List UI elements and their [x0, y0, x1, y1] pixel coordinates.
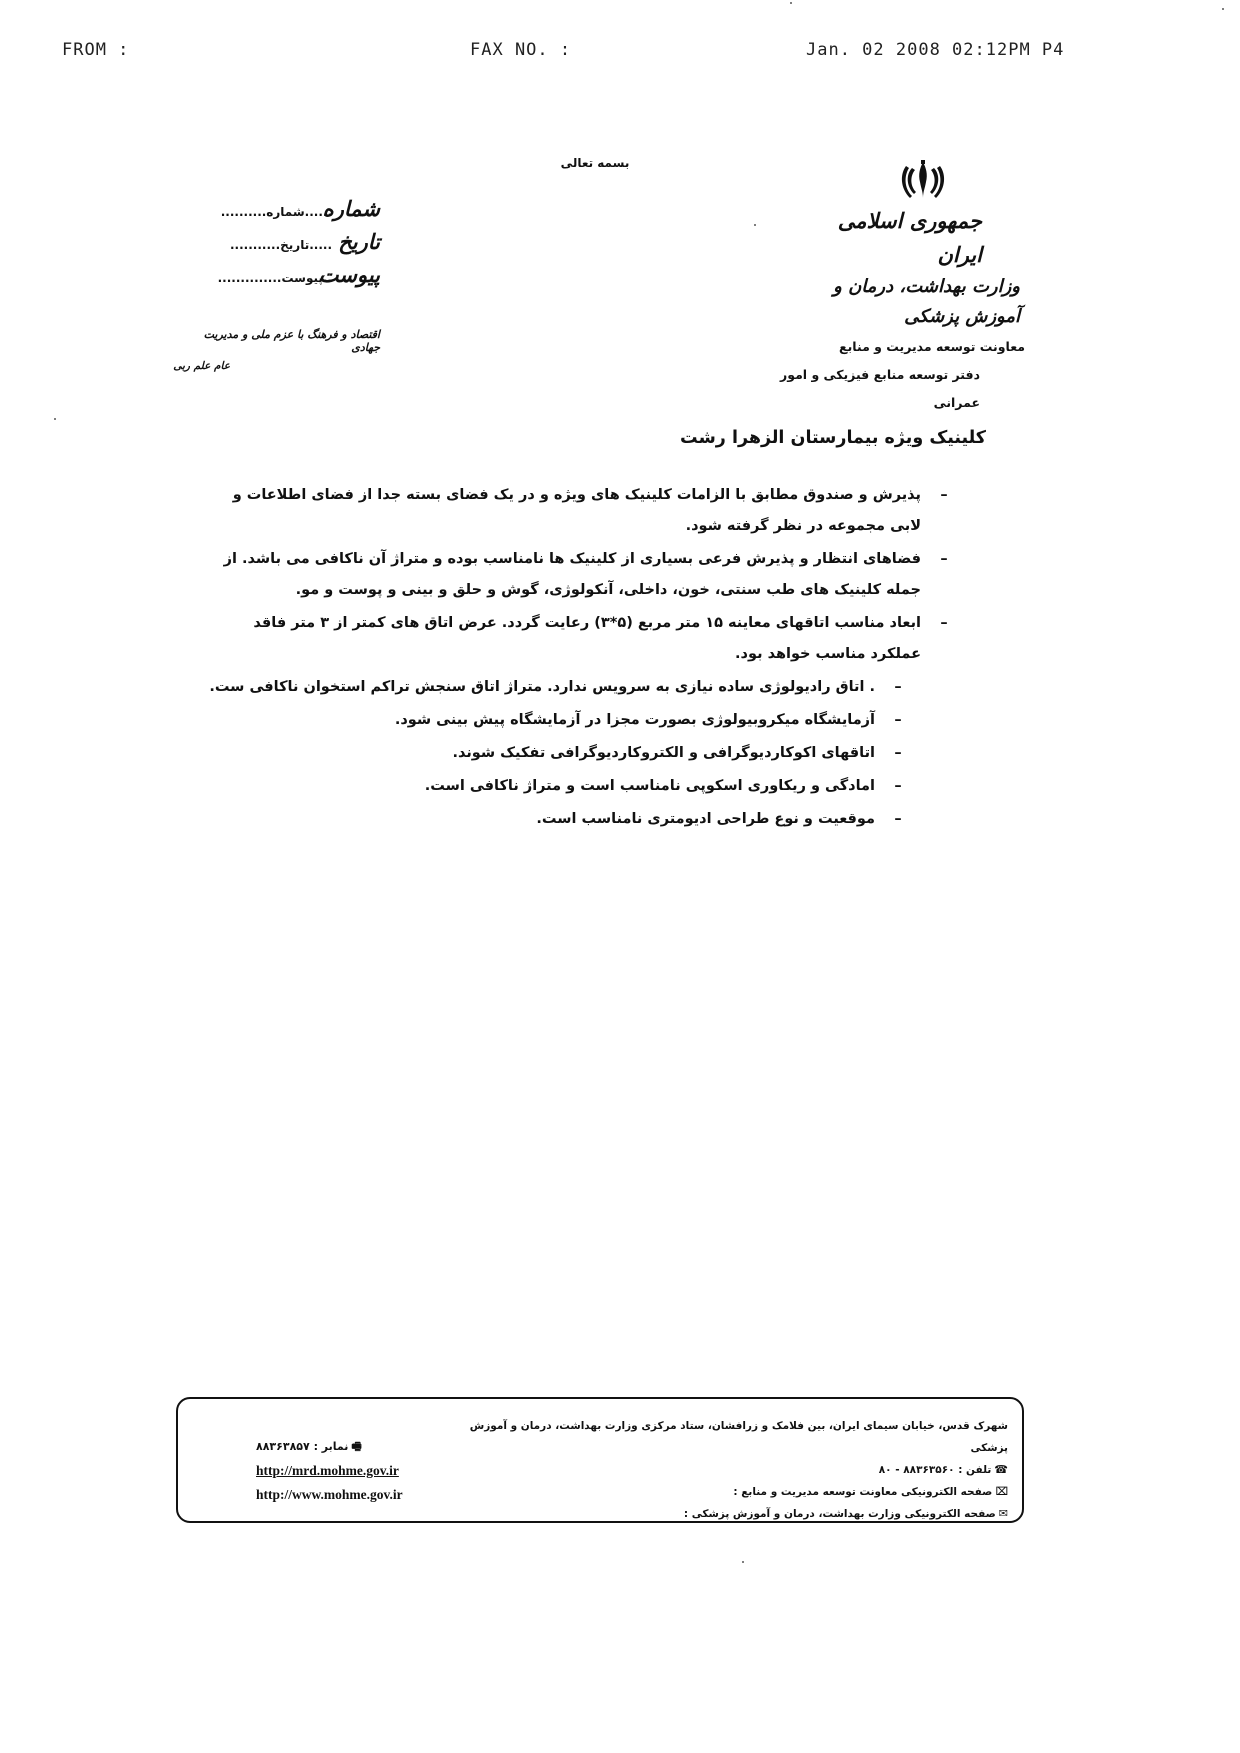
- ministry-url-link[interactable]: http://www.mohme.gov.ir: [256, 1487, 403, 1502]
- footer-deputy-web-row: [468, 1481, 1008, 1503]
- registry-attachment-row: [170, 262, 380, 295]
- registry-date-row: [170, 229, 380, 262]
- office-title: دفتر توسعه منابع فیزیکی و امور عمرانی: [780, 367, 980, 410]
- list-item-text: ابعاد مناسب اتاقهای معاینه ۱۵ متر مربع (۵*۳) رعایت گردد. عرض اتاق های کمتر از ۳ متر فاقد عملکرد مناسب خواهد بود.: [253, 615, 921, 662]
- list-item-text: فضاهای انتظار و پذیرش فرعی بسیاری از کلینیک ها نامناسب بوده و متراژ آن ناکافی می باشد. از جمله کلینیک های طب سنتی، خون، داخلی، آنکولوژی، گوش و حلق و بینی و پوست و مو.: [223, 551, 921, 598]
- subtitle-note: عام علم ربی: [173, 360, 230, 372]
- basmala: بسمه تعالی: [560, 156, 630, 170]
- ministry-title: وزارت بهداشت، درمان و آموزش پزشکی: [833, 276, 1020, 327]
- phone-label: تلفن :: [958, 1464, 992, 1476]
- fax-number: FAX NO. :: [470, 40, 572, 60]
- deputy-website-label: صفحه الکترونیکی معاونت توسعه مدیریت و منابع :: [733, 1486, 993, 1498]
- document-title: کلینیک ویژه بیمارستان الزهرا رشت: [680, 428, 986, 448]
- bullet-dash: –: [894, 679, 902, 695]
- footer-links-block: [256, 1435, 446, 1507]
- web-icon: ⌧: [995, 1485, 1008, 1498]
- scan-speck: [54, 418, 56, 420]
- bullet-dash: –: [894, 745, 902, 761]
- remarks-list: [200, 480, 955, 837]
- bullet-dash: –: [940, 615, 948, 631]
- scan-speck: [790, 2, 792, 4]
- fax-icon: 🖷: [351, 1440, 362, 1453]
- list-item: [200, 771, 955, 802]
- iran-emblem-icon: [898, 158, 948, 202]
- attachment-label: پیوست: [318, 262, 380, 287]
- bullet-dash: –: [894, 778, 902, 794]
- scan-speck: [742, 1561, 744, 1563]
- phone-icon: ☎: [994, 1463, 1008, 1476]
- footer-address: شهرک قدس، خیابان سیمای ایران، بین فلامک و زرافشان، ستاد مرکزی وزارت بهداشت، درمان و آموزش پزشکی: [469, 1420, 1008, 1454]
- fax-from: FROM :: [62, 40, 130, 60]
- footer-fax-row: [256, 1435, 446, 1459]
- list-item-text: پذیرش و صندوق مطابق با الزامات کلینیک های ویژه و در یک فضای بسته جدا از فضای اطلاعات و لابی مجموعه در نظر گرفته شود.: [232, 487, 921, 534]
- fax-label: نمابر :: [313, 1440, 349, 1453]
- date-field: .....تاریخ...........: [229, 238, 332, 252]
- ministry-website-label: صفحه الکترونیکی وزارت بهداشت، درمان و آموزش پزشکی :: [683, 1508, 996, 1520]
- bullet-dash: –: [940, 487, 948, 503]
- registry-fields: [170, 196, 380, 295]
- bullet-dash: –: [894, 712, 902, 728]
- phone-number: ۸۸۳۶۳۵۶۰ - ۸۰: [878, 1464, 955, 1476]
- fax-timestamp: Jan. 02 2008 02:12PM P4: [806, 40, 1065, 60]
- footer-ministry-web-row: [468, 1503, 1008, 1525]
- date-label: تاریخ: [338, 229, 380, 254]
- email-icon: ✉: [998, 1507, 1008, 1520]
- registry-number-row: [170, 196, 380, 229]
- ministry-header: [800, 204, 1020, 332]
- footer-contact-box: [176, 1397, 1024, 1523]
- list-item-text: امادگی و ریکاوری اسکوپی نامناسب است و متراژ ناکافی است.: [424, 778, 875, 794]
- republic-title: جمهوری اسلامی ایران: [837, 208, 982, 267]
- scan-speck: [754, 224, 756, 226]
- list-item: [200, 480, 955, 542]
- list-item: [200, 804, 955, 835]
- attachment-field: ..پیوست..............: [217, 271, 332, 285]
- list-item: [200, 608, 955, 670]
- list-item: [200, 672, 955, 703]
- list-item-text: اتاقهای اکوکاردیوگرافی و الکتروکاردیوگرافی تفکیک شوند.: [452, 745, 875, 761]
- list-item: [200, 544, 955, 606]
- footer-phone-row: [468, 1459, 1008, 1481]
- deputy-url-link[interactable]: http://mrd.mohme.gov.ir: [256, 1463, 399, 1478]
- deputy-header: [740, 333, 1025, 417]
- footer-address-block: [468, 1415, 1008, 1525]
- list-item-text: . اتاق رادیولوژی ساده نیازی به سرویس ندارد. متراژ اتاق سنجش تراکم استخوان ناکافی ست.: [209, 679, 875, 695]
- list-item: [200, 705, 955, 736]
- number-field: ......شماره..........: [220, 205, 332, 219]
- number-label: شماره: [322, 196, 380, 221]
- list-item-text: موقعیت و نوع طراحی ادیومتری نامناسب است.: [536, 811, 875, 827]
- year-motto: اقتصاد و فرهنگ با عزم ملی و مدیریت جهادی: [203, 328, 380, 354]
- bullet-dash: –: [940, 551, 948, 567]
- fax-value: ۸۸۳۶۳۸۵۷: [256, 1440, 310, 1453]
- list-item-text: آزمایشگاه میکروبیولوژی بصورت مجزا در آزمایشگاه پیش بینی شود.: [394, 712, 875, 728]
- deputy-title: معاونت توسعه مدیریت و منابع: [839, 339, 1025, 354]
- scan-speck: [1222, 8, 1224, 10]
- bullet-dash: –: [894, 811, 902, 827]
- list-item: [200, 738, 955, 769]
